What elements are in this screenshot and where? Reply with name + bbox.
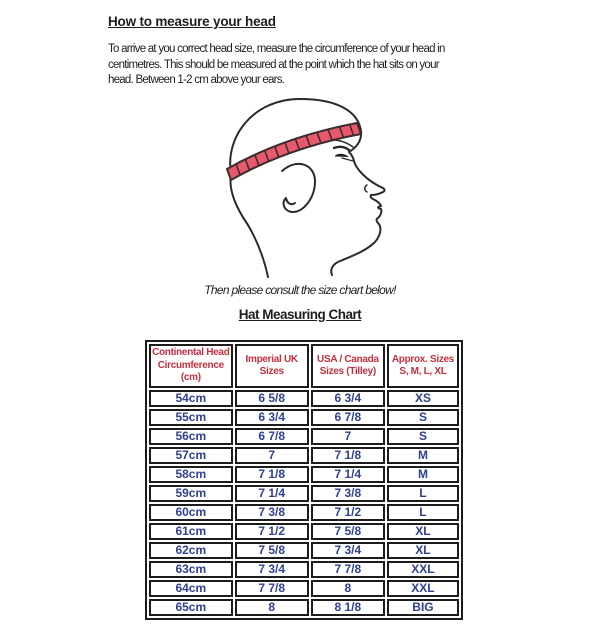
- table-cell: 6 5/8: [235, 390, 309, 407]
- table-cell: 59cm: [149, 485, 233, 502]
- measuring-tape-band: [227, 123, 361, 180]
- table-cell: XXL: [387, 580, 459, 597]
- table-cell: 7 3/8: [311, 485, 385, 502]
- table-row: [149, 542, 459, 559]
- table-cell: 7 3/4: [311, 542, 385, 559]
- table-cell: 7 1/8: [235, 466, 309, 483]
- table-cell: 7 1/8: [311, 447, 385, 464]
- table-header-cell: Approx. Sizes S, M, L, XL: [387, 344, 459, 388]
- size-chart-caption: Then please consult the size chart below!: [204, 283, 396, 297]
- table-cell: 7 3/4: [235, 561, 309, 578]
- eye-shape: [335, 154, 349, 157]
- table-cell: L: [387, 504, 459, 521]
- table-row: [149, 466, 459, 483]
- nostril-line: [365, 185, 367, 192]
- table-cell: L: [387, 485, 459, 502]
- table-row: [149, 485, 459, 502]
- table-cell: BIG: [387, 599, 459, 616]
- table-cell: 7 1/4: [235, 485, 309, 502]
- table-row: [149, 561, 459, 578]
- table-cell: 7 1/2: [311, 504, 385, 521]
- table-row: [149, 428, 459, 445]
- table-cell: 55cm: [149, 409, 233, 426]
- hat-size-table: [145, 340, 463, 620]
- table-cell: M: [387, 466, 459, 483]
- table-cell: XXL: [387, 561, 459, 578]
- intro-line-2: centimetres. This should be measured at the point which the hat sits on your: [108, 58, 439, 71]
- head-outline: [230, 99, 384, 277]
- table-cell: 8 1/8: [311, 599, 385, 616]
- table-cell: 65cm: [149, 599, 233, 616]
- table-cell: 64cm: [149, 580, 233, 597]
- table-cell: 7: [311, 428, 385, 445]
- table-cell: 62cm: [149, 542, 233, 559]
- table-cell: 54cm: [149, 390, 233, 407]
- table-cell: 6 7/8: [311, 409, 385, 426]
- table-cell: 6 3/4: [311, 390, 385, 407]
- table-cell: 56cm: [149, 428, 233, 445]
- table-cell: XS: [387, 390, 459, 407]
- table-cell: 7 3/8: [235, 504, 309, 521]
- table-row: [149, 523, 459, 540]
- intro-paragraph: [108, 42, 445, 89]
- table-header-row: [149, 344, 459, 388]
- table-row: [149, 447, 459, 464]
- table-cell: XL: [387, 523, 459, 540]
- table-header-cell: USA / Canada Sizes (Tilley): [311, 344, 385, 388]
- table-row: [149, 580, 459, 597]
- table-cell: S: [387, 409, 459, 426]
- table-row: [149, 599, 459, 616]
- table-header-cell: Continental Head Circumference (cm): [149, 344, 233, 388]
- table-cell: 7 7/8: [311, 561, 385, 578]
- head-profile-diagram: [215, 95, 415, 285]
- table-header-cell: Imperial UK Sizes: [235, 344, 309, 388]
- intro-line-3: head. Between 1-2 cm above your ears.: [108, 74, 285, 86]
- table-cell: 6 3/4: [235, 409, 309, 426]
- table-cell: 58cm: [149, 466, 233, 483]
- table-cell: 8: [235, 599, 309, 616]
- table-cell: 61cm: [149, 523, 233, 540]
- table-row: [149, 390, 459, 407]
- table-cell: 7 5/8: [235, 542, 309, 559]
- table-cell: 7 1/4: [311, 466, 385, 483]
- table-cell: M: [387, 447, 459, 464]
- table-cell: 7: [235, 447, 309, 464]
- intro-line-1: To arrive at you correct head size, measure the circumference of your head in: [108, 43, 445, 55]
- table-row: [149, 409, 459, 426]
- table-cell: 7 7/8: [235, 580, 309, 597]
- table-cell: S: [387, 428, 459, 445]
- table-cell: 7 1/2: [235, 523, 309, 540]
- page-title: How to measure your head: [108, 14, 276, 29]
- chart-title: Hat Measuring Chart: [238, 307, 362, 322]
- table-cell: 8: [311, 580, 385, 597]
- eye-line: [342, 158, 353, 161]
- table-cell: XL: [387, 542, 459, 559]
- table-cell: 7 5/8: [311, 523, 385, 540]
- table-row: [149, 504, 459, 521]
- table-cell: 6 7/8: [235, 428, 309, 445]
- table-cell: 57cm: [149, 447, 233, 464]
- table-cell: 60cm: [149, 504, 233, 521]
- eyebrow-line: [334, 147, 350, 151]
- table-cell: 63cm: [149, 561, 233, 578]
- ear-line: [282, 164, 315, 212]
